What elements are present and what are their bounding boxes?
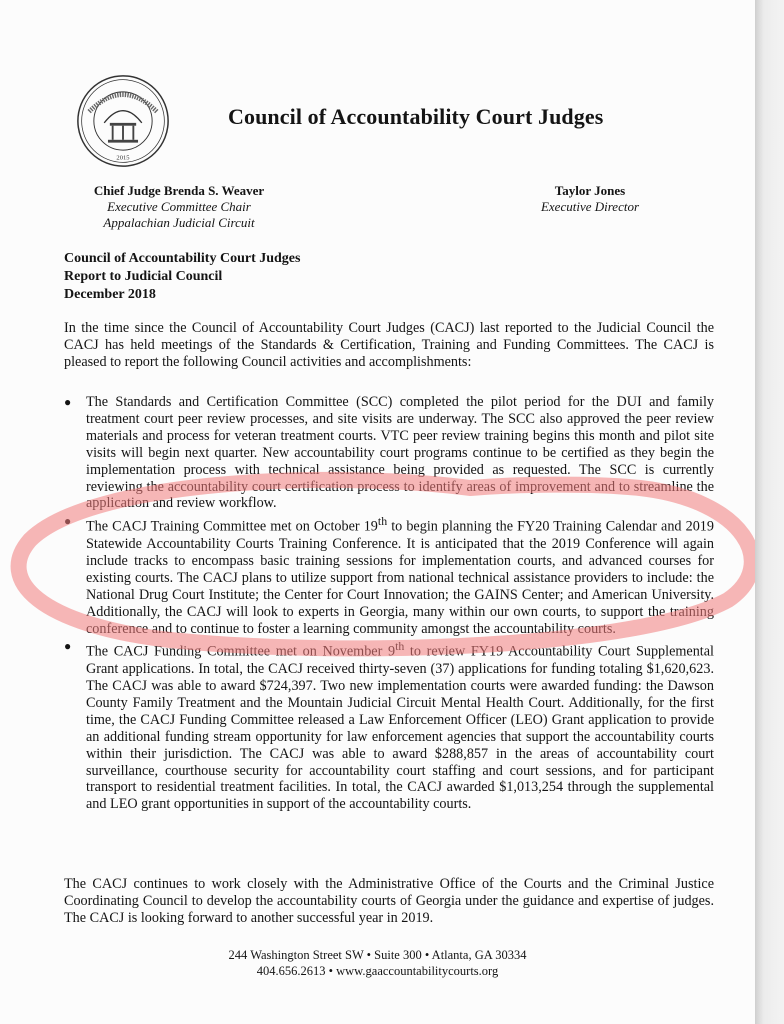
training-committee-text-start: The CACJ Training Committee met on October 19 — [86, 519, 378, 536]
director-role: Executive Director — [540, 199, 640, 214]
report-line-2: Report to Judicial Council — [64, 269, 223, 284]
state-seal-logo — [76, 74, 170, 168]
training-committee-text-rest: to begin planning the FY20 Training Calendar and 2019 Statewide Accountability Courts Training Conference. It is anticipated that the 2019 Conference will again include tracks to encompass basic training sessions for implementation courts, and advanced courses for existing courts. The CACJ plans to utilize support from national technical assistance providers to include: the National Drug Court Institute; the Center for Court Innovation; the GAINS Center; and American University. Additionally, the CACJ will look to experts in Georgia, many within our own courts, to support the training conference and to continue to foster a learning community amongst the accountability courts. — [86, 519, 714, 637]
report-date: December 2018 — [64, 287, 156, 302]
funding-committee-text-rest: to review FY19 Accountability Court Supplemental Grant applications. In total, the CACJ received thirty-seven (37) applications for funding totaling $1,620,623. The CACJ was able to award $724,397. Two new implementation courts were awarded funding: the Dawson County Family Treatment and the Mountain Judicial Circuit Mental Health Court. Additionally, for the first time, the CACJ Funding Committee released a Law Enforcement Officer (LEO) Grant application to provide an additional funding stream opportunity for law enforcement agencies that support the accountability courts within their jurisdiction. The CACJ was able to award $288,857 in the areas of accountability court surveillance, courthouse security for accountability court staffing and court sessions, and for participant transport to residential treatment facilities. In total, the CACJ awarded $1,013,254 through the supplemental and LEO grant opportunities in support of the accountability courts. — [86, 644, 714, 813]
seal-year: 2015 — [116, 154, 130, 162]
closing-paragraph: The CACJ continues to work closely with the Administrative Office of the Courts and the Criminal Justice Coordinating Council to develop the accountability courts of Georgia under the guidance and expertise of judges. The CACJ is looking forward to another successful year in 2019. — [64, 876, 714, 926]
activities-list — [64, 394, 714, 814]
ordinal-suffix: th — [377, 514, 388, 529]
ordinal-suffix: th — [395, 639, 405, 654]
chair-signature-block — [64, 183, 294, 231]
report-heading — [64, 250, 300, 304]
footer — [0, 947, 755, 979]
funding-committee-text-start: The CACJ Funding Committee met on November 9 — [86, 644, 396, 661]
chair-role: Executive Committee Chair — [107, 199, 251, 214]
intro-paragraph: In the time since the Council of Accountability Court Judges (CACJ) last reported to the Judicial Council the CACJ has held meetings of the Standards & Certification, Training and Funding Committees. The CACJ is pleased to report the following Council activities and accomplishments: — [64, 320, 714, 370]
chair-name: Chief Judge Brenda S. Weaver — [93, 183, 265, 198]
list-item — [64, 394, 714, 512]
chair-circuit: Appalachian Judicial Circuit — [103, 215, 255, 230]
report-line-1: Council of Accountability Court Judges — [64, 251, 301, 266]
footer-contact: 404.656.2613 • www.gaaccountabilitycourts.org — [256, 964, 499, 978]
bullet-icon: ● — [64, 639, 72, 654]
director-name: Taylor Jones — [554, 183, 626, 198]
bullet-icon: ● — [64, 395, 72, 409]
list-item — [64, 638, 714, 813]
standards-committee-text: The Standards and Certification Committee (SCC) completed the pilot period for the DUI and family treatment court peer review processes, and site visits are underway. The SCC also approved the peer review materials and process for veteran treatment courts. VTC peer review training begins this month and pilot site visits will begin next quarter. New accountability court programs continue to be certified as they begin the implementation process with technical assistance being provided as requested. The SCC is currently reviewing the accountability court certification process to identify areas of improvement and to streamline the application and review workflow. — [86, 394, 714, 512]
org-title: Council of Accountability Court Judges — [228, 104, 604, 129]
director-signature-block — [490, 183, 690, 215]
page-edge-shadow — [755, 0, 784, 1024]
footer-address: 244 Washington Street SW • Suite 300 • Atlanta, GA 30334 — [228, 948, 527, 962]
list-item — [64, 513, 714, 637]
bullet-icon: ● — [64, 514, 72, 529]
